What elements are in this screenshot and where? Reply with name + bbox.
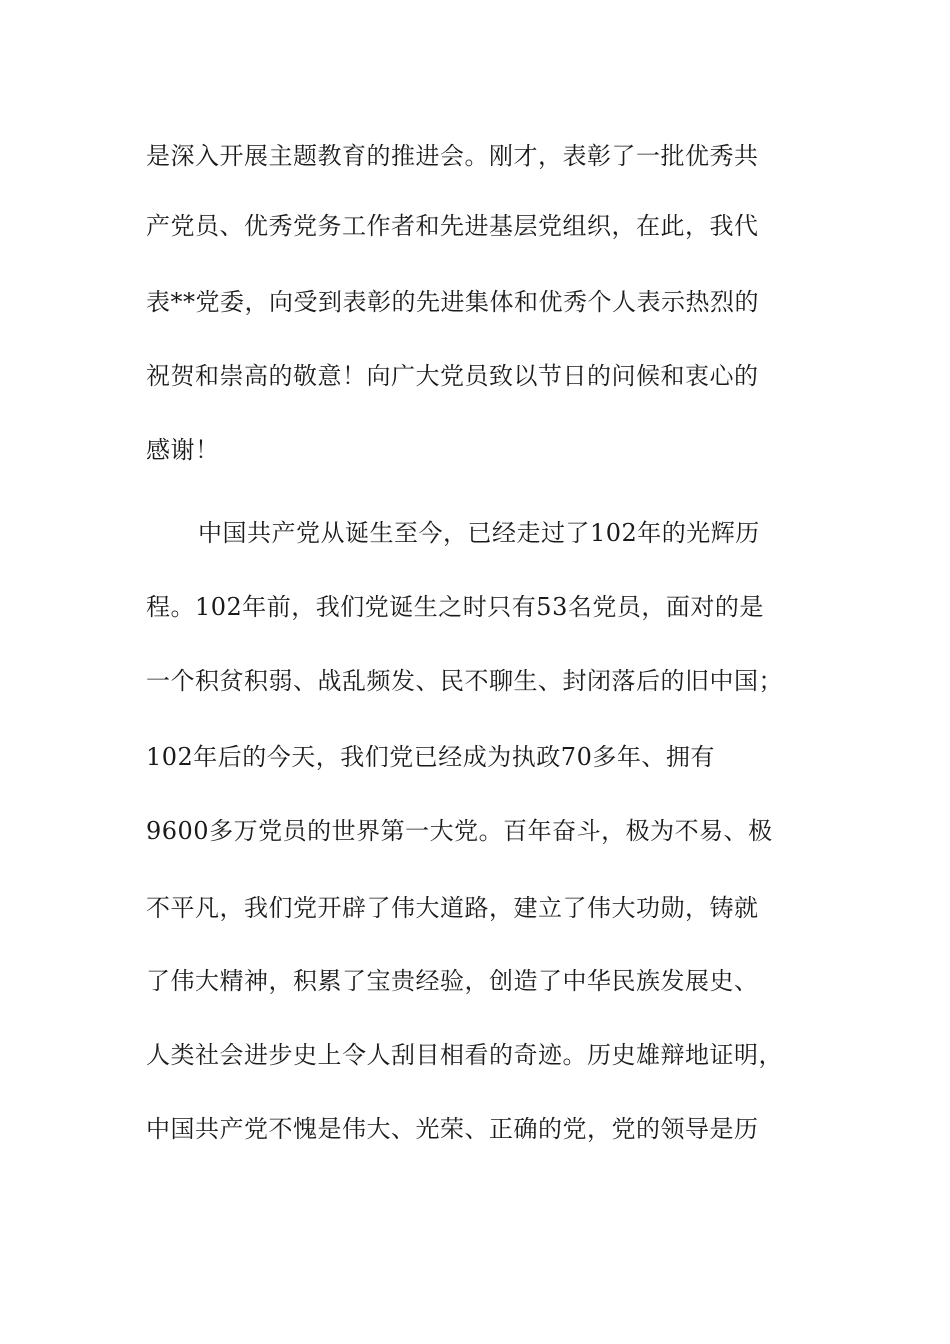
text-line: 一个积贫积弱、战乱频发、民不聊生、封闭落后的旧中国； xyxy=(146,667,783,695)
text-line: 不平凡，我们党开辟了伟大道路，建立了伟大功勋，铸就 xyxy=(146,894,759,922)
text-line: 是深入开展主题教育的推进会。刚才，表彰了一批优秀共 xyxy=(146,142,759,170)
text-line: 程。102年前，我们党诞生之时只有53名党员，面对的是 xyxy=(146,593,764,621)
text-line: 感谢！ xyxy=(146,436,220,464)
text-line: 9600多万党员的世界第一大党。百年奋斗，极为不易、极 xyxy=(146,817,773,845)
text-line: 表**党委，向受到表彰的先进集体和优秀个人表示热烈的 xyxy=(146,288,759,316)
text-line: 102年后的今天，我们党已经成为执政70多年、拥有 xyxy=(146,743,715,771)
text-line: 产党员、优秀党务工作者和先进基层党组织，在此，我代 xyxy=(146,212,759,240)
text-line: 了伟大精神，积累了宝贵经验，创造了中华民族发展史、 xyxy=(146,967,759,995)
text-line: 人类社会进步史上令人刮目相看的奇迹。历史雄辩地证明， xyxy=(146,1041,783,1069)
text-line: 中国共产党从诞生至今，已经走过了102年的光辉历 xyxy=(198,519,760,547)
text-line: 中国共产党不愧是伟大、光荣、正确的党，党的领导是历 xyxy=(146,1115,759,1143)
text-line: 祝贺和崇高的敬意！向广大党员致以节日的问候和衷心的 xyxy=(146,362,759,390)
